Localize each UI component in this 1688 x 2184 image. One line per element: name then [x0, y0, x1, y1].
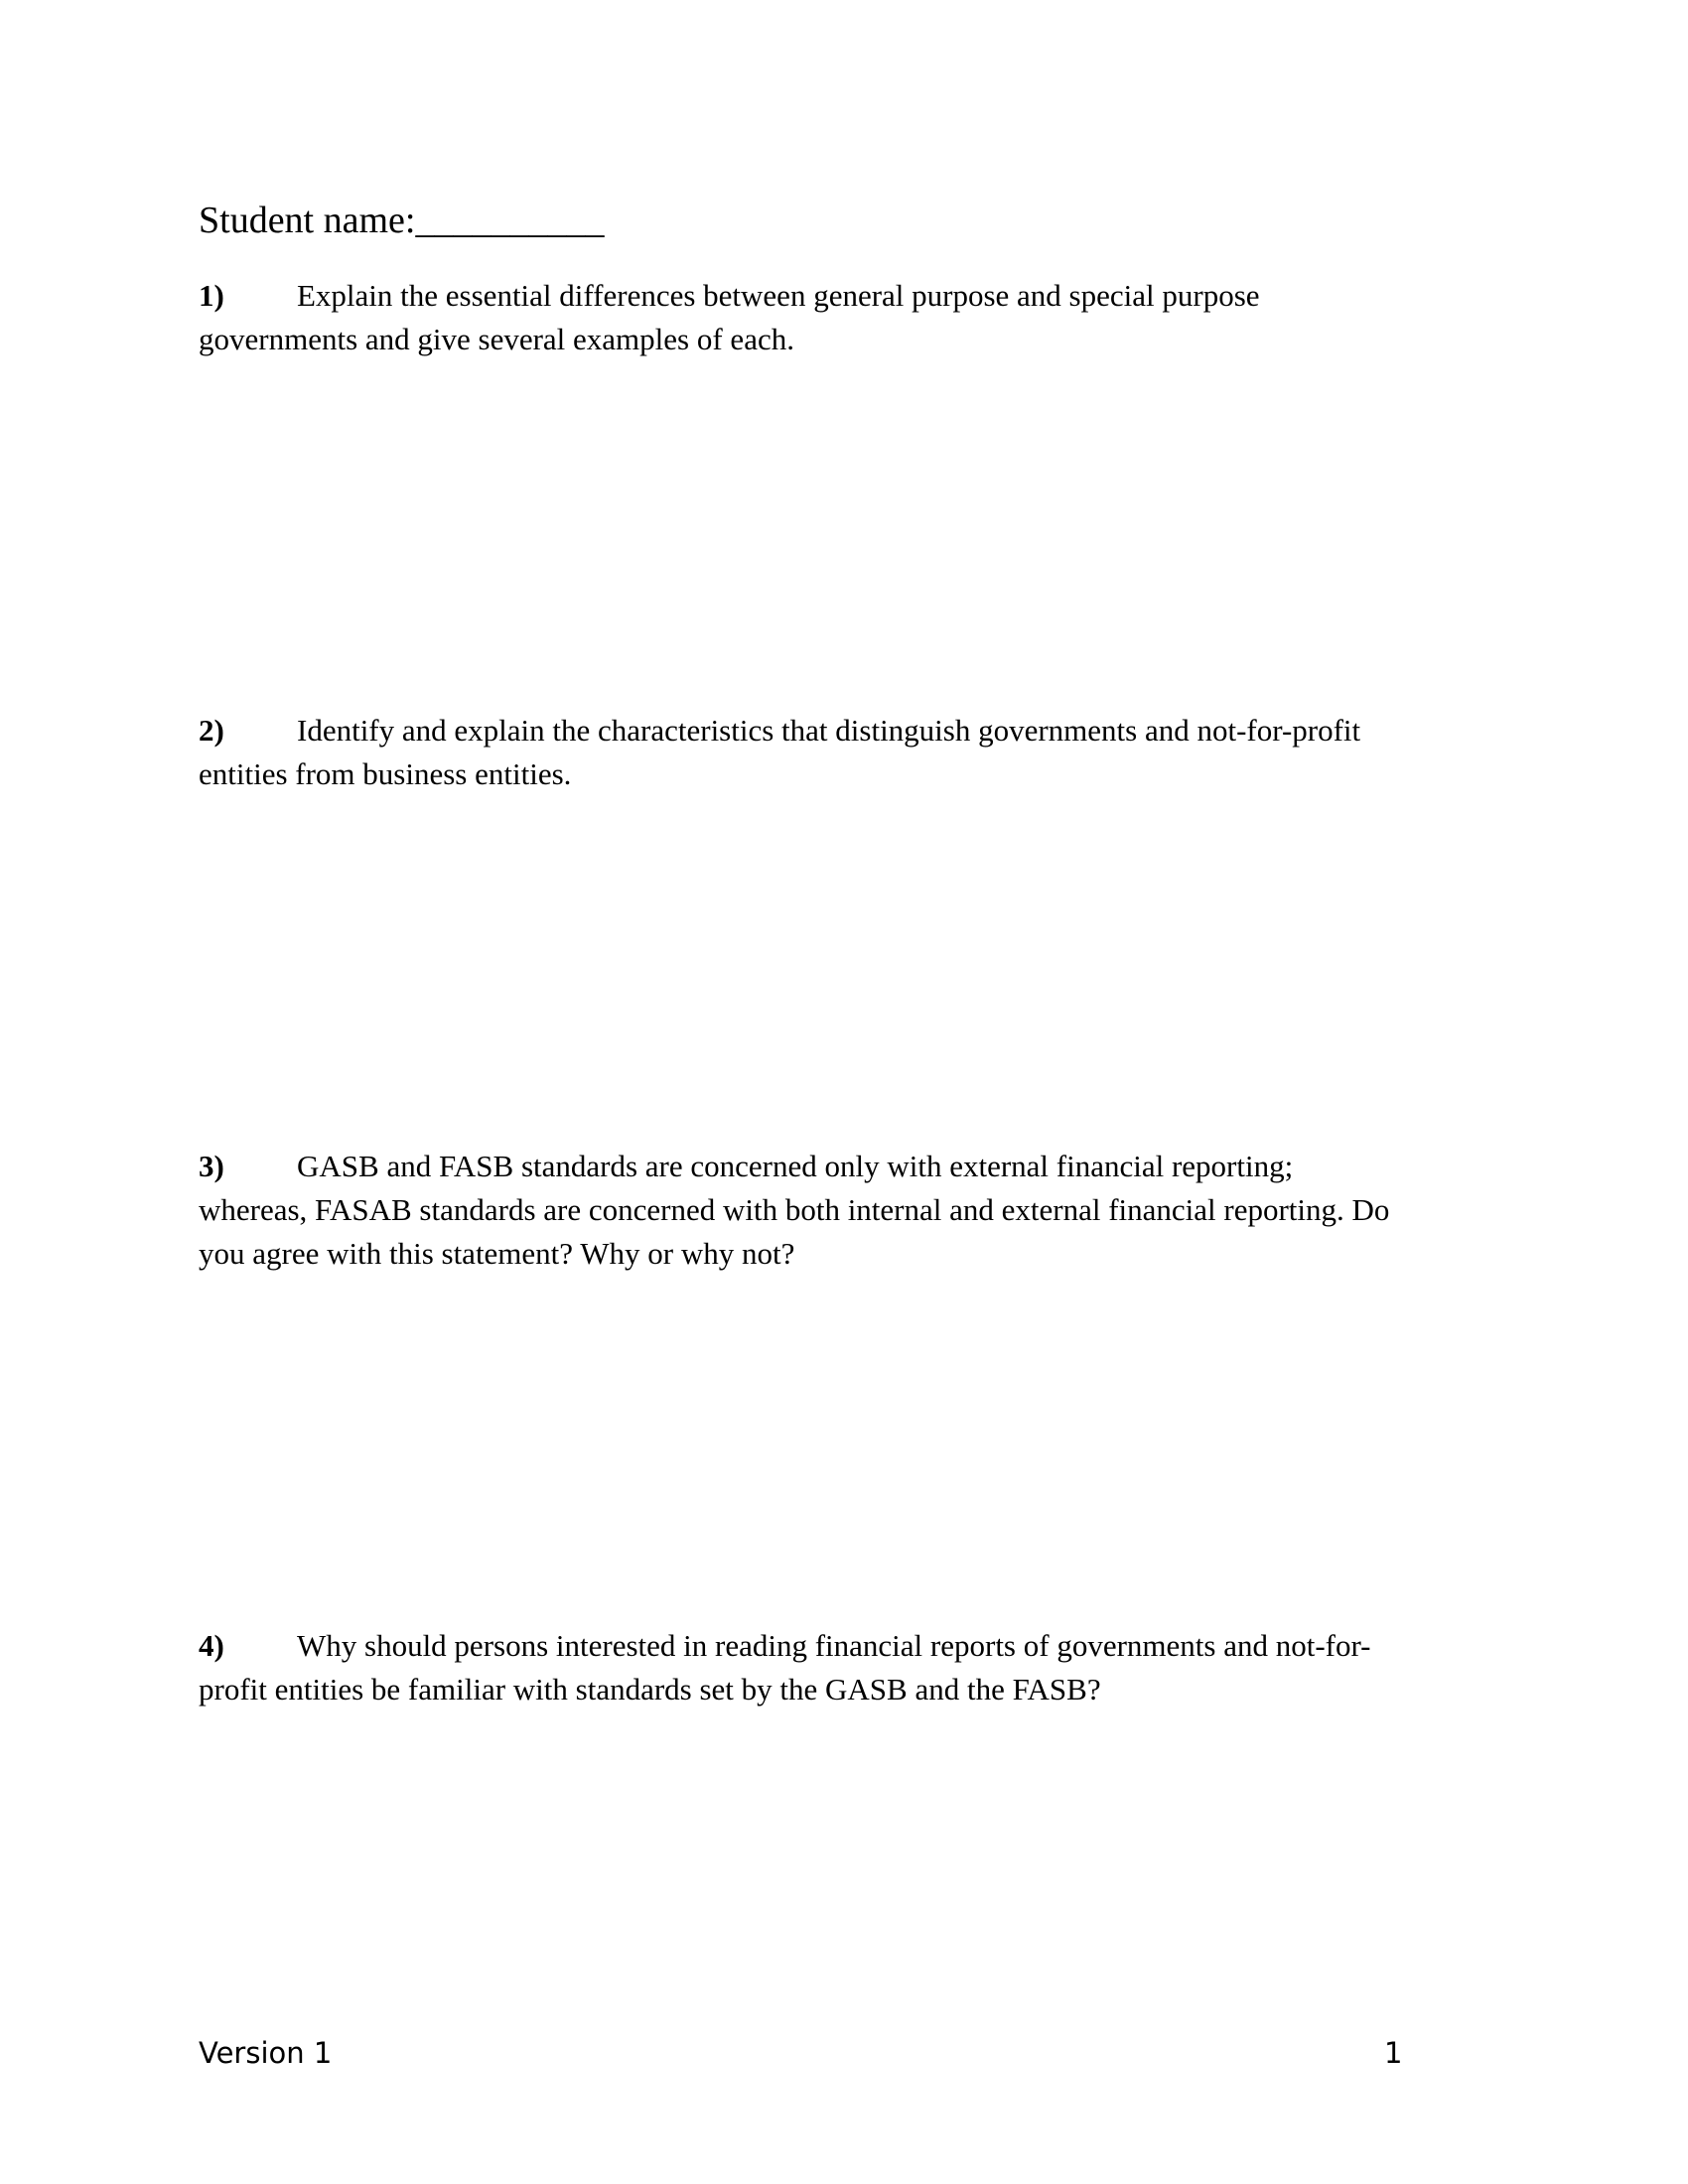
question-text: Explain the essential differences between general purpose and special purpose: [297, 278, 1260, 313]
question-text: profit entities be familiar with standards set by the GASB and the FASB?: [199, 1672, 1101, 1706]
question-2: [199, 709, 1489, 796]
student-name-field: Student name:__________: [199, 200, 605, 241]
question-text: GASB and FASB standards are concerned only with external financial reporting;: [297, 1149, 1294, 1183]
question-text: whereas, FASAB standards are concerned with both internal and external financial reporting. Do: [199, 1192, 1390, 1227]
question-text: Identify and explain the characteristics that distinguish governments and not-for-profit: [297, 713, 1361, 748]
question-text: Why should persons interested in reading financial reports of governments and not-for-: [297, 1628, 1371, 1663]
question-text: governments and give several examples of each.: [199, 322, 794, 356]
question-number: 2): [199, 713, 224, 748]
question-text: entities from business entities.: [199, 756, 572, 791]
question-line: [199, 1145, 1489, 1188]
question-number: 3): [199, 1149, 224, 1183]
question-line: [199, 709, 1489, 752]
question-number: 1): [199, 278, 224, 313]
question-number: 4): [199, 1628, 224, 1663]
question-1: [199, 274, 1489, 361]
question-3: [199, 1145, 1489, 1276]
question-text: you agree with this statement? Why or why not?: [199, 1236, 795, 1271]
footer-version: Version 1: [199, 2036, 333, 2070]
footer-page-number: 1: [1384, 2036, 1403, 2070]
question-line: [199, 274, 1489, 318]
question-4: [199, 1624, 1489, 1711]
question-line: [199, 1624, 1489, 1668]
